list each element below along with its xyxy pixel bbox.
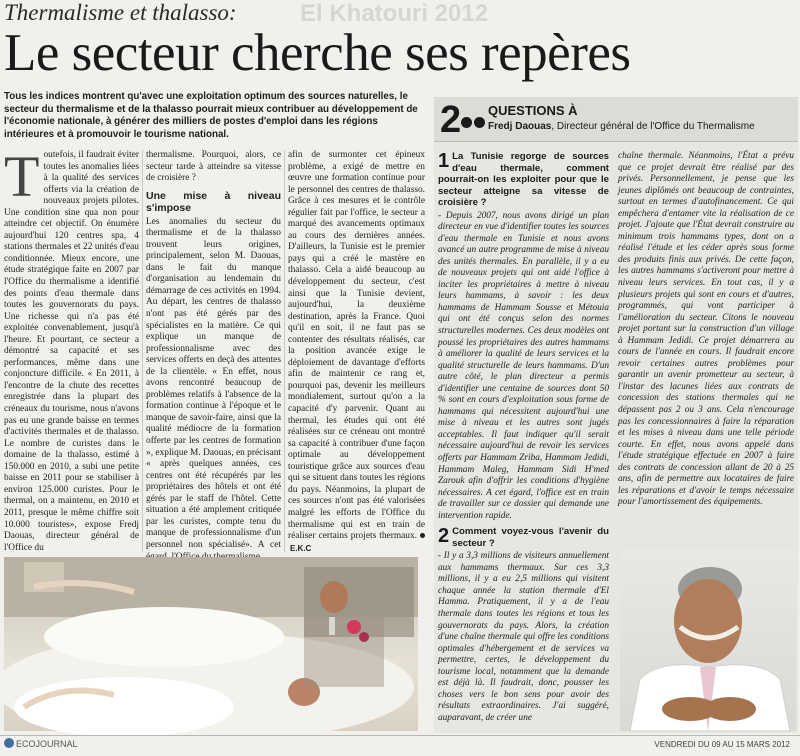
question-number: 1: [438, 150, 450, 172]
portrait-illustration: [620, 549, 796, 731]
article-text: Les anomalies du secteur du thermalisme et de la thalasso trouvent leurs origines, principalement, selon M. Daouas, dans le fait du manque d'organisation au lendemain du démarrage de ces activités en 1994. Au départ, les centres de thalasso n'ont pas été gérés par des spécialistes en la matière. Ce qui explique un manque de professionnalisme avec des services offerts en deçà des attentes de la clientèle. « En effet, nous avons rencontré beaucoup de problèmes relatifs à l'absence de la formation continue à l'époque et le manque de savoir-faire, ainsi que la qualité médiocre de la formation offerte par les centres de formation », explique M. Daouas, en précisant « après quelques années, ces centres ont été récupérés par les propriétaires des hôtels et ont été gérés par le staff de l'hôtel. Cette situation a été amplement critiquée par les curistes, compte tenu du manque de professionnalisme d'un personnel non spécialisé». A cet: [146, 216, 281, 550]
answer-2-continued: chaîne thermale. Néanmoins, l'État a prévu que ce projet devrait être réalisé par des privés. Personnellement, je pense que les jeunes diplômés ont beaucoup de contraintes, surtout en termes d'autofinancement. Ce qui empêchera d'entamer vite la réalisation de ce projet. J'ajoute que l'État devrait construire au minimum trois hammams types, dont on a réalisé l'étude et les céder après sous forme des produits finis aux privés. De cette façon, les autres hammams s'activeront pour mettre à niveau leurs services. En tout cas, il y a plusieurs projets qui sont en cours et d'autres, programmés, qui vont participer à l'amélioration du secteur. Citons le nouveau projet portant sur la construction d'un village à Hammam Jedidi. Ce projet démarrera au cours de l'année en cours. Il faudrait encore revoir certaines autres problèmes pour garantir un avenir prometteur au secteur, à l'instar des lacunes liées aux contrats de concession des stations thermales qui ne dépassent pas 2 ou 3 ans. Cela n'encourage pas les concessionnaires à faire la réparation et les mises à niveau dans une telle période courte. En effet, nous avons appelé dans l'étude stratégique effectuée en 2007 à faire des contrats de concession allant de 20 à 25 ans, afin de permettre aux locataires de faire les réparations et d'avoir le temps nécessaire pour l'amortissement des équipements.: [618, 151, 794, 508]
portrait-photo: [620, 549, 796, 731]
answer-1: - Depuis 2007, nous avons dirigé un plan directeur en vue d'identifier toutes les sources d'eau thermale en Tunisie et nous avons avancé un autre programme de mise à niveau des unités thermales. En parallèle, il y a eu de nouveaux projets qui ont aidé l'office à inciter les propriétaires à mettre à niveau leurs hammams, à savoir : les deux hammams de Hammam Sousse et Métouia qui ont été conçus selon des normes structurelles modernes. Ces deux modèles ont poussé les propriétaires des autres hammams à améliorer la qualité de leurs services et la qualité structurelle de leurs hammams. D'un autre côté, le plan directeur a permis d'identifier une centaine de sources dont 50 % sont en cours d'exploitation sous forme de hammams qui nécessitent aujourd'hui une mise à niveau et les autres sont jugés acceptables. Il faut indiquer qu'il serait nécessaire aujourd'hui de revoir les services offerts par Hammam Zriba, Hammam Jedidi, Hammam Maleg, Hammam Sidi H'med Zarouk afin d'offrir les conditions d'hygiène nécessaires. A cet égard, l'office est en train de travailler sur ce dossier qui demande une intervention rapide.: [438, 210, 609, 521]
article-text: afin de surmonter cet épineux problème, a exigé de mettre en œuvre une formation continue pour le personnel des centres de thalasso. Grâce à ces mesures et le contrôle régulier fait par l'office, le secteur a marqué des avancements optimaux au cours des dernières années. D'ailleurs, la Tunisie est le premier pays qui a créé le mastère en thalasso. Cela a aidé beaucoup au développement du secteur, c'est ainsi que la Tunisie devient, aujourd'hui, la deuxième destination, après la France. Quoi qu'il en soit, il ne faut pas se contenter des résultats réalisés, car la position avancée exige le déploiement de davantage d'efforts afin de maintenir ce rang et, pourquoi pas, devenir les meilleurs mondialement, surtout qu'on a la capacité d'y parvenir. Quant au thermal, les études qui ont été réalisées sur ce créneau ont montré sa capacité à contribuer d'une façon optimale au développement touristique grâce aux sources d'eau qui se situent dans toutes les régions du pays. Néanmoins, la plupart de ces sources n'ont pas été valorisées malgré les efforts de l'Office du thermalisme qui est en train de réaliser certains projets thermaux.E.K.C: [288, 150, 425, 553]
interview-column-1: [438, 151, 609, 731]
answer-2: - Il y a 3,3 millions de visiteurs annuellement aux hammams thermaux. Sur ces 3,3 millions, il y a eu 2,5 millions qui visitent chaque année la station thermale d'El Hamma. Pratiquement, il y a de l'eau thermale dans toutes les régions et tous les gouvernorats du pays. Alors, la création d'une chaîne thermale qui offre les conditions optimales d'hébergement et de services va permettre, certes, le développement du tourisme local, notamment que la demande est déjà là. Il faudrait, donc, pousser les choses vers le bon sens pour avoir des résultats extraordinaires. J'ai suggéré, auparavant, de créer une: [438, 551, 609, 723]
article-subhead: Une mise à niveau s'impose: [146, 189, 281, 214]
question-number: 2: [438, 525, 450, 548]
lead-paragraph: Tous les indices montrent qu'avec une exploitation optimum des sources naturelles, le secteur du thermalisme et de la thalasso pourrait mieux contribuer au développement de l'économie nationale, à générer des milliers de postes d'emploi dans les régions intérieures et à promouvoir le tourisme national.: [4, 91, 418, 140]
headline: Le secteur cherche ses repères: [4, 24, 631, 82]
footer-logo: ECOJOURNAL: [4, 738, 78, 749]
column-divider: [142, 150, 143, 552]
question-2: Comment voyez-vous l'avenir du secteur ?: [452, 526, 609, 549]
background-ghost-headline: El Khatouri 2012: [300, 0, 489, 27]
article-text: outefois, il faudrait éviter toutes les anomalies liées à la qualité des services offerts via la création de nouveaux projets pilotes. Une condition sine qua non pour atteindre cet objectif. On énumère aujourd'hui 120 centres spa, 4 stations thermales et 22 unités d'eau conditionnée. Mieux encore, une étude stratégique faite en 2007 par l'Office du thermalisme a identifié des points d'eau thermale dans toutes les gouvernorats du pays. Une richesse qui n'a pas été exploitée convenablement, jusqu'à l'heure. Et pourtant, ce secteur a démontré sa capacité et ses performances, même dans une conjoncture difficile. « En 2011, à l'encontre de la chute des recettes enregistrée dans la plupart des créneaux du tourisme, nous n'avons pas eu une grande baisse en termes d'activités thermales et de thalasso. Le nombre de curistes dans le domaine de la thalasso, estimé à 150.000 en 2010, a subi une petite baisse en 2011 pour se stabiliser à environ 125.000 curistes. Pour le thermal, on a maintenu, en 2010 et 2011, presque le même chiffre soit 10.000 touristes», expose Fredj Daouas, directeur général de l'Office du: [4, 150, 139, 553]
interviewee-role: , Directeur général de l'Office du Thermalisme: [551, 121, 755, 132]
dropcap: T: [4, 144, 40, 209]
signature: E.K.C: [290, 543, 312, 553]
article-column-1: [4, 144, 139, 553]
article-text: thermalisme. Pourquoi, alors, ce secteur tarde à atteindre sa vitesse de croisière ?: [146, 150, 281, 184]
footer-date: VENDREDI DU 09 AU 15 MARS 2012: [654, 740, 790, 749]
interview-subject: [488, 121, 755, 132]
article-column-3: [288, 150, 425, 552]
interview-number: 2: [440, 99, 462, 141]
interview-dot: [461, 117, 472, 128]
signature-bullet: [420, 533, 425, 538]
interview-title: QUESTIONS À: [488, 103, 578, 118]
interview-column-2: [618, 151, 794, 545]
column-divider: [284, 150, 285, 552]
interview-dot: [474, 117, 485, 128]
logo-icon: [4, 738, 14, 748]
question-1: La Tunisie regorge de sources d'eau thermale, comment pourrait-on les exploiter pour que le secteur atteigne sa vitesse de croisière ?: [438, 151, 609, 208]
spa-photo: [4, 557, 418, 731]
interviewee-name: Fredj Daouas: [488, 121, 552, 132]
article-column-2: [146, 150, 281, 552]
kicker: Thermalisme et thalasso:: [4, 0, 237, 25]
spa-photo-illustration: [4, 557, 418, 731]
